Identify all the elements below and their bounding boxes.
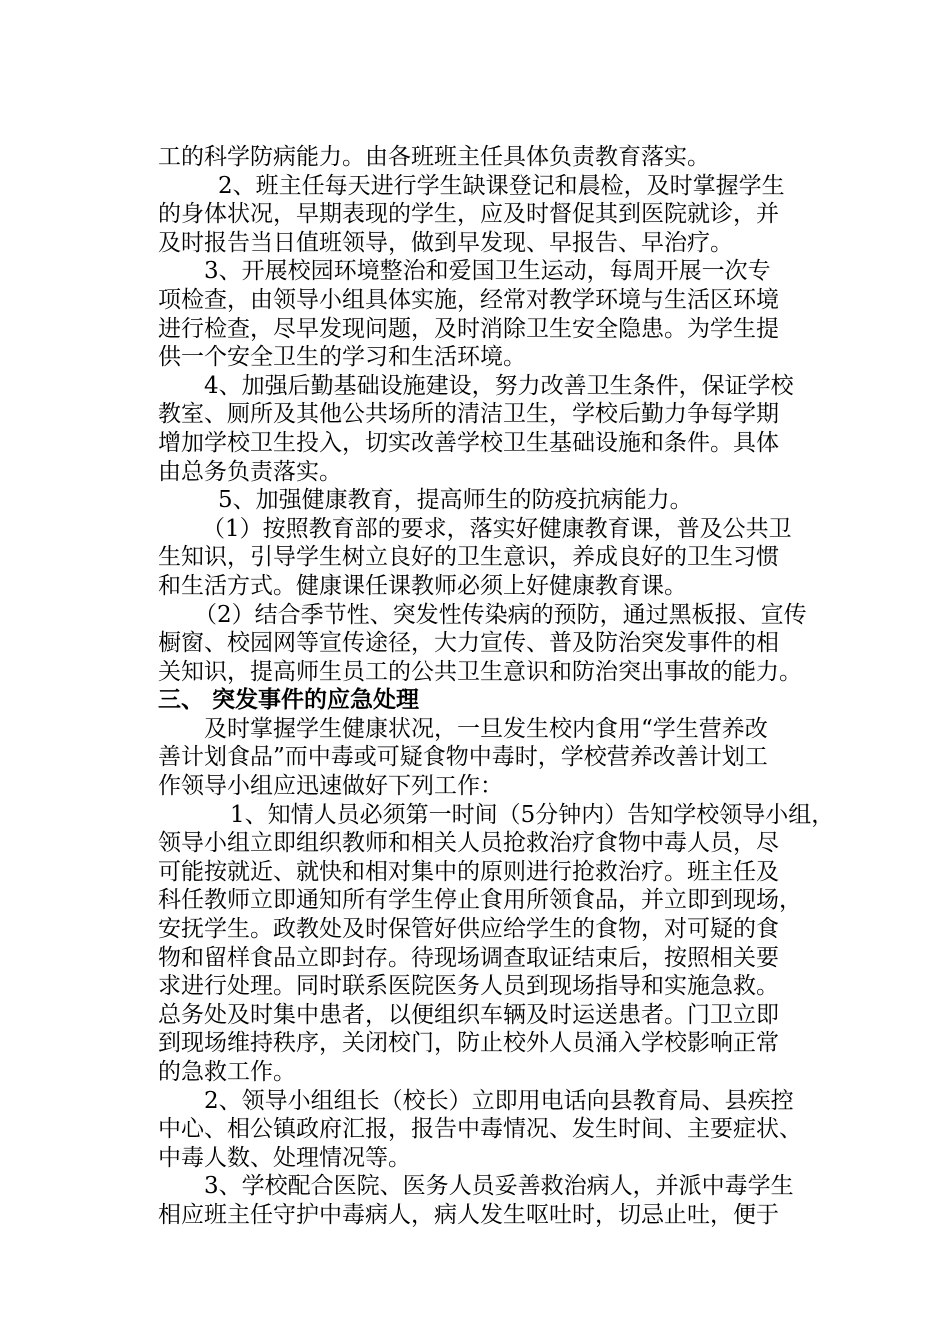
text-line: 2、班主任每天进行学生缺课登记和晨检，及时掌握学生 (218, 172, 785, 199)
text-line: 的急救工作。 (158, 1059, 296, 1085)
text-line: 中心、相公镇政府汇报，报告中毒情况、发生时间、主要症状、 (158, 1116, 802, 1143)
text-line: 及时掌握学生健康状况，一旦发生校内食用“学生营养改 (204, 715, 768, 742)
text-line: 善计划食品”而中毒或可疑食物中毒时，学校营养改善计划工 (158, 744, 768, 771)
text-line: 相应班主任守护中毒病人，病人发生呕吐时，切忌止吐，便于 (158, 1201, 779, 1228)
text-line: 5、加强健康教育，提高师生的防疫抗病能力。 (218, 487, 693, 514)
text-line: 由总务负责落实。 (158, 458, 342, 485)
text-line: 供一个安全卫生的学习和生活环境。 (158, 344, 526, 371)
text-line: （2）结合季节性、突发性传染病的预防，通过黑板报、宣传 (194, 601, 807, 628)
text-line: 及时报告当日值班领导，做到早发现、早报告、早治疗。 (158, 229, 733, 256)
text-line: 作领导小组应迅速做好下列工作： (158, 773, 503, 800)
text-line: 求进行处理。同时联系医院医务人员到现场指导和实施急救。 (158, 973, 779, 1000)
document-body (158, 143, 838, 1230)
text-line: 科任教师立即通知所有学生停止食用所领食品，并立即到现场， (158, 887, 802, 914)
text-line: 4、加强后勤基础设施建设，努力改善卫生条件，保证学校 (204, 372, 794, 399)
text-line: 安抚学生。政教处及时保管好供应给学生的食物，对可疑的食 (158, 916, 779, 943)
text-line: 生知识，引导学生树立良好的卫生意识，养成良好的卫生习惯 (158, 544, 779, 571)
text-line: 的身体状况，早期表现的学生，应及时督促其到医院就诊，并 (158, 201, 779, 228)
text-line: 中毒人数、处理情况等。 (158, 1144, 411, 1171)
text-line: 可能按就近、就快和相对集中的原则进行抢救治疗。班主任及 (158, 858, 779, 885)
text-line: （1）按照教育部的要求，落实好健康教育课，普及公共卫 (202, 515, 792, 542)
text-line: 3、学校配合医院、医务人员妥善救治病人，并派中毒学生 (204, 1173, 794, 1200)
text-line: 增加学校卫生投入，切实改善学校卫生基础设施和条件。具体 (158, 429, 779, 456)
text-line: 工的科学防病能力。由各班班主任具体负责教育落实。 (158, 144, 710, 170)
section-heading: 三、 突发事件的应急处理 (158, 686, 420, 714)
text-line: 教室、厕所及其他公共场所的清洁卫生，学校后勤力争每学期 (158, 401, 779, 428)
text-line: 和生活方式。健康课任课教师必须上好健康教育课。 (158, 572, 687, 599)
text-line: 总务处及时集中患者，以便组织车辆及时运送患者。门卫立即 (158, 1001, 779, 1028)
text-line: 领导小组立即组织教师和相关人员抢救治疗食物中毒人员，尽 (158, 830, 779, 857)
text-line: 3、开展校园环境整治和爱国卫生运动，每周开展一次专 (204, 258, 771, 285)
text-line: 1、知情人员必须第一时间（5分钟内）告知学校领导小组， (230, 801, 835, 828)
text-line: 2、领导小组组长（校长）立即用电话向县教育局、县疾控 (204, 1087, 794, 1114)
text-line: 橱窗、校园网等宣传途径，大力宣传、普及防治突发事件的相 (158, 630, 779, 657)
text-line: 进行检查，尽早发现问题，及时消除卫生安全隐患。为学生提 (158, 315, 779, 342)
text-line: 到现场维持秩序，关闭校门，防止校外人员涌入学校影响正常 (158, 1030, 779, 1057)
text-line: 关知识，提高师生员工的公共卫生意识和防治突出事故的能力。 (158, 658, 802, 685)
text-line: 项检查，由领导小组具体实施，经常对教学环境与生活区环境 (158, 286, 779, 313)
text-line: 物和留样食品立即封存。待现场调查取证结束后，按照相关要 (158, 944, 779, 971)
